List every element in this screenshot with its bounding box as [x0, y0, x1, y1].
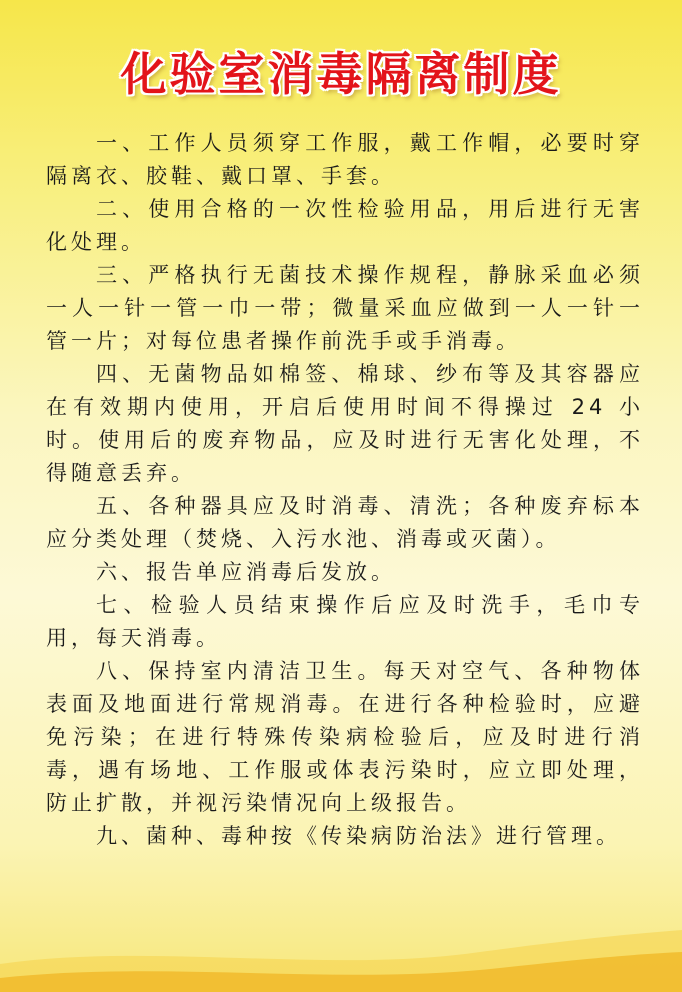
clause-6: 六、报告单应消毒后发放。	[96, 560, 396, 584]
clause-9: 九、菌种、毒种按《传染病防治法》进行管理。	[96, 824, 621, 848]
clause-1: 一、工作人员须穿工作服，戴工作帽，必要时穿隔离衣、胶鞋、戴口罩、手套。	[46, 131, 644, 188]
clause-3: 三、严格执行无菌技术操作规程，静脉采血必须一人一针一管一巾一带；微量采血应做到一人一针一管一片；对每位患者操作前洗手或手消毒。	[46, 263, 644, 353]
page-title: 化验室消毒隔离制度	[120, 47, 562, 101]
clause-8: 八、保持室内清洁卫生。每天对空气、各种物体表面及地面进行常规消毒。在进行各种检验时，应避免污染；在进行特殊传染病检验后，应及时进行消毒，遇有场地、工作服或体表污染时，应立即处理，防止扩散，并视污染情况向上级报告。	[46, 659, 644, 815]
clause-2: 二、使用合格的一次性检验用品，用后进行无害化处理。	[46, 197, 644, 254]
clause-4: 四、无菌物品如棉签、棉球、纱布等及其容器应在有效期内使用，开启后使用时间不得操过 24 小时。使用后的废弃物品，应及时进行无害化处理，不得随意丢弃。	[46, 362, 644, 485]
regulation-body	[46, 127, 644, 853]
clause-7: 七、检验人员结束操作后应及时洗手，毛巾专用，每天消毒。	[46, 593, 644, 650]
clause-5: 五、各种器具应及时消毒、清洗；各种废弃标本应分类处理（焚烧、入污水池、消毒或灭菌）。	[46, 494, 644, 551]
bottom-wave-decoration	[0, 912, 682, 992]
